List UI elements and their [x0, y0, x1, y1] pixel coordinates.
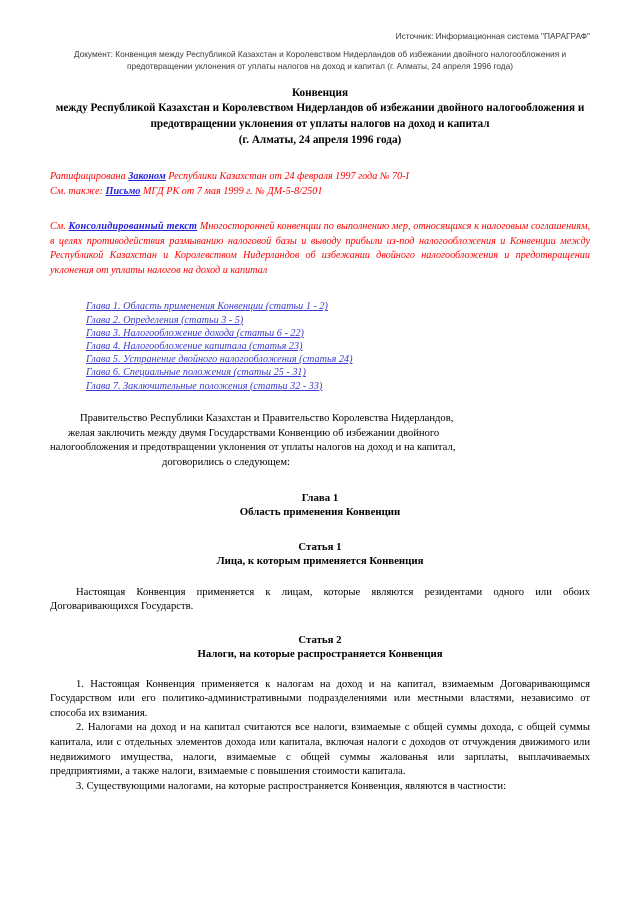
law-link[interactable]: Законом: [128, 171, 166, 183]
see-also-prefix: См. также:: [50, 185, 106, 197]
ratification-note: [50, 170, 590, 199]
ratification-line-1: [50, 170, 590, 184]
article-1-title: Статья 1: [298, 540, 342, 553]
toc-row: [86, 314, 590, 327]
chapter-1-subtitle: Область применения Конвенции: [239, 506, 401, 519]
chapter-link-list: [50, 300, 590, 392]
title-line-1: Конвенция: [292, 86, 348, 99]
article-2-items: [50, 678, 590, 795]
toc-row: [86, 300, 590, 313]
chapter-1-heading: [50, 491, 590, 520]
title-line-3: (г. Алматы, 24 апреля 1996 года): [238, 133, 402, 146]
title-line-2: между Республикой Казахстан и Королевством Нидерландов об избежании двойного налогообложения и предотвращении уклонения от уплаты налогов на доход и капитал: [55, 102, 585, 130]
preamble-line-4: договорились о следующем:: [162, 457, 290, 469]
toc-link-chapter-7[interactable]: Глава 7. Заключительные положения (статьи 32 - 33): [86, 380, 323, 392]
article-2-item-3: 3. Существующими налогами, на которые распространяется Конвенция, являются в частности:: [76, 780, 507, 792]
consolidated-text-note: [50, 220, 590, 278]
toc-link-chapter-3[interactable]: Глава 3. Налогообложение дохода (статьи 6 - 22): [86, 327, 304, 339]
article-2-item-2: 2. Налогами на доход и на капитал считаются все налоги, взимаемые с общей суммы дохода, с общей суммы капитала, или с отдельных элементов дохода или капитала, включая налоги с доходов от отчуждения движимого или недвижимого имущества, налоги, взимаемые с общей суммы жалованья или зарплаты, выплачиваемых предприятиями, а также налоги, взимаемые с повышения стоимости капитала.: [50, 722, 590, 778]
preamble-paragraph: [50, 412, 590, 471]
ratification-line-2: [50, 185, 590, 199]
preamble-line-3: налогообложения и предотвращении уклонения от уплаты налогов на доход и на капитал,: [50, 442, 456, 454]
article-2-item-1: 1. Настоящая Конвенция применяется к налогам на доход и на капитал, взимаемым Договаривающимся Государством или его политико-административными подразделениями или местными властями, независимо от способа их взимания.: [50, 678, 590, 719]
toc-link-chapter-6[interactable]: Глава 6. Специальные положения (статьи 25 - 31): [86, 367, 306, 379]
page-title: [50, 86, 590, 148]
document-header: [50, 30, 590, 73]
chapter-1-title: Глава 1: [301, 491, 339, 504]
toc-row: [86, 366, 590, 379]
article-1-heading: [50, 540, 590, 569]
ratification-prefix: Ратифицирована: [50, 171, 129, 183]
toc-link-chapter-4[interactable]: Глава 4. Налогообложение капитала (статья 23): [86, 340, 303, 352]
toc-row: [86, 380, 590, 393]
article-2-heading: [50, 633, 590, 662]
letter-link[interactable]: Письмо: [105, 185, 141, 197]
toc-row: [86, 327, 590, 340]
ratification-suffix: Республики Казахстан от 24 февраля 1997 года № 70-I: [165, 171, 409, 183]
toc-row: [86, 340, 590, 353]
toc-row: [86, 353, 590, 366]
consolidated-text-link[interactable]: Консолидированный текст: [68, 220, 198, 232]
toc-link-chapter-5[interactable]: Глава 5. Устранение двойного налогообложения (статья 24): [86, 354, 353, 366]
article-2-subtitle: Налоги, на которые распространяется Конвенция: [197, 648, 443, 661]
consolidated-prefix: См.: [50, 220, 69, 232]
document-line: Документ: Конвенция между Республикой Казахстан и Королевством Нидерландов об избежании двойного налогообложения и предотвращении уклонения от уплаты налогов на доход и капитал (г. Алматы, 24 апреля 1996 года): [73, 48, 567, 72]
toc-link-chapter-1[interactable]: Глава 1. Область применения Конвенции (статьи 1 - 2): [86, 301, 328, 313]
preamble-line-1: Правительство Республики Казахстан и Правительство Королевства Нидерландов,: [80, 412, 454, 424]
toc-link-chapter-2[interactable]: Глава 2. Определения (статьи 3 - 5): [86, 314, 244, 326]
see-also-suffix: МГД РК от 7 мая 1999 г. № ДМ-5-8/2501: [140, 185, 323, 197]
consolidated-suffix: Многосторонней конвенции по выполнению мер, относящихся к налоговым соглашениям, в целях противодействия размыванию налоговой базы и выводу прибыли из-под налогообложения и Конвенции между Республикой Казахстан и Королевством Нидерландов об избежании двойного налогообложения и предотвращении уклонения от уплаты налогов на доход и капитал: [50, 220, 590, 276]
article-1-subtitle: Лица, к которым применяется Конвенция: [216, 555, 424, 568]
article-2-title: Статья 2: [298, 633, 342, 646]
article-1-body: Настоящая Конвенция применяется к лицам, которые являются резидентами одного или обоих Договаривающихся Государств.: [50, 586, 590, 613]
source-line: Источник: Информационная система "ПАРАГРАФ": [395, 31, 590, 41]
preamble-line-2: желая заключить между двумя Государствами Конвенцию об избежании двойного: [68, 427, 440, 439]
